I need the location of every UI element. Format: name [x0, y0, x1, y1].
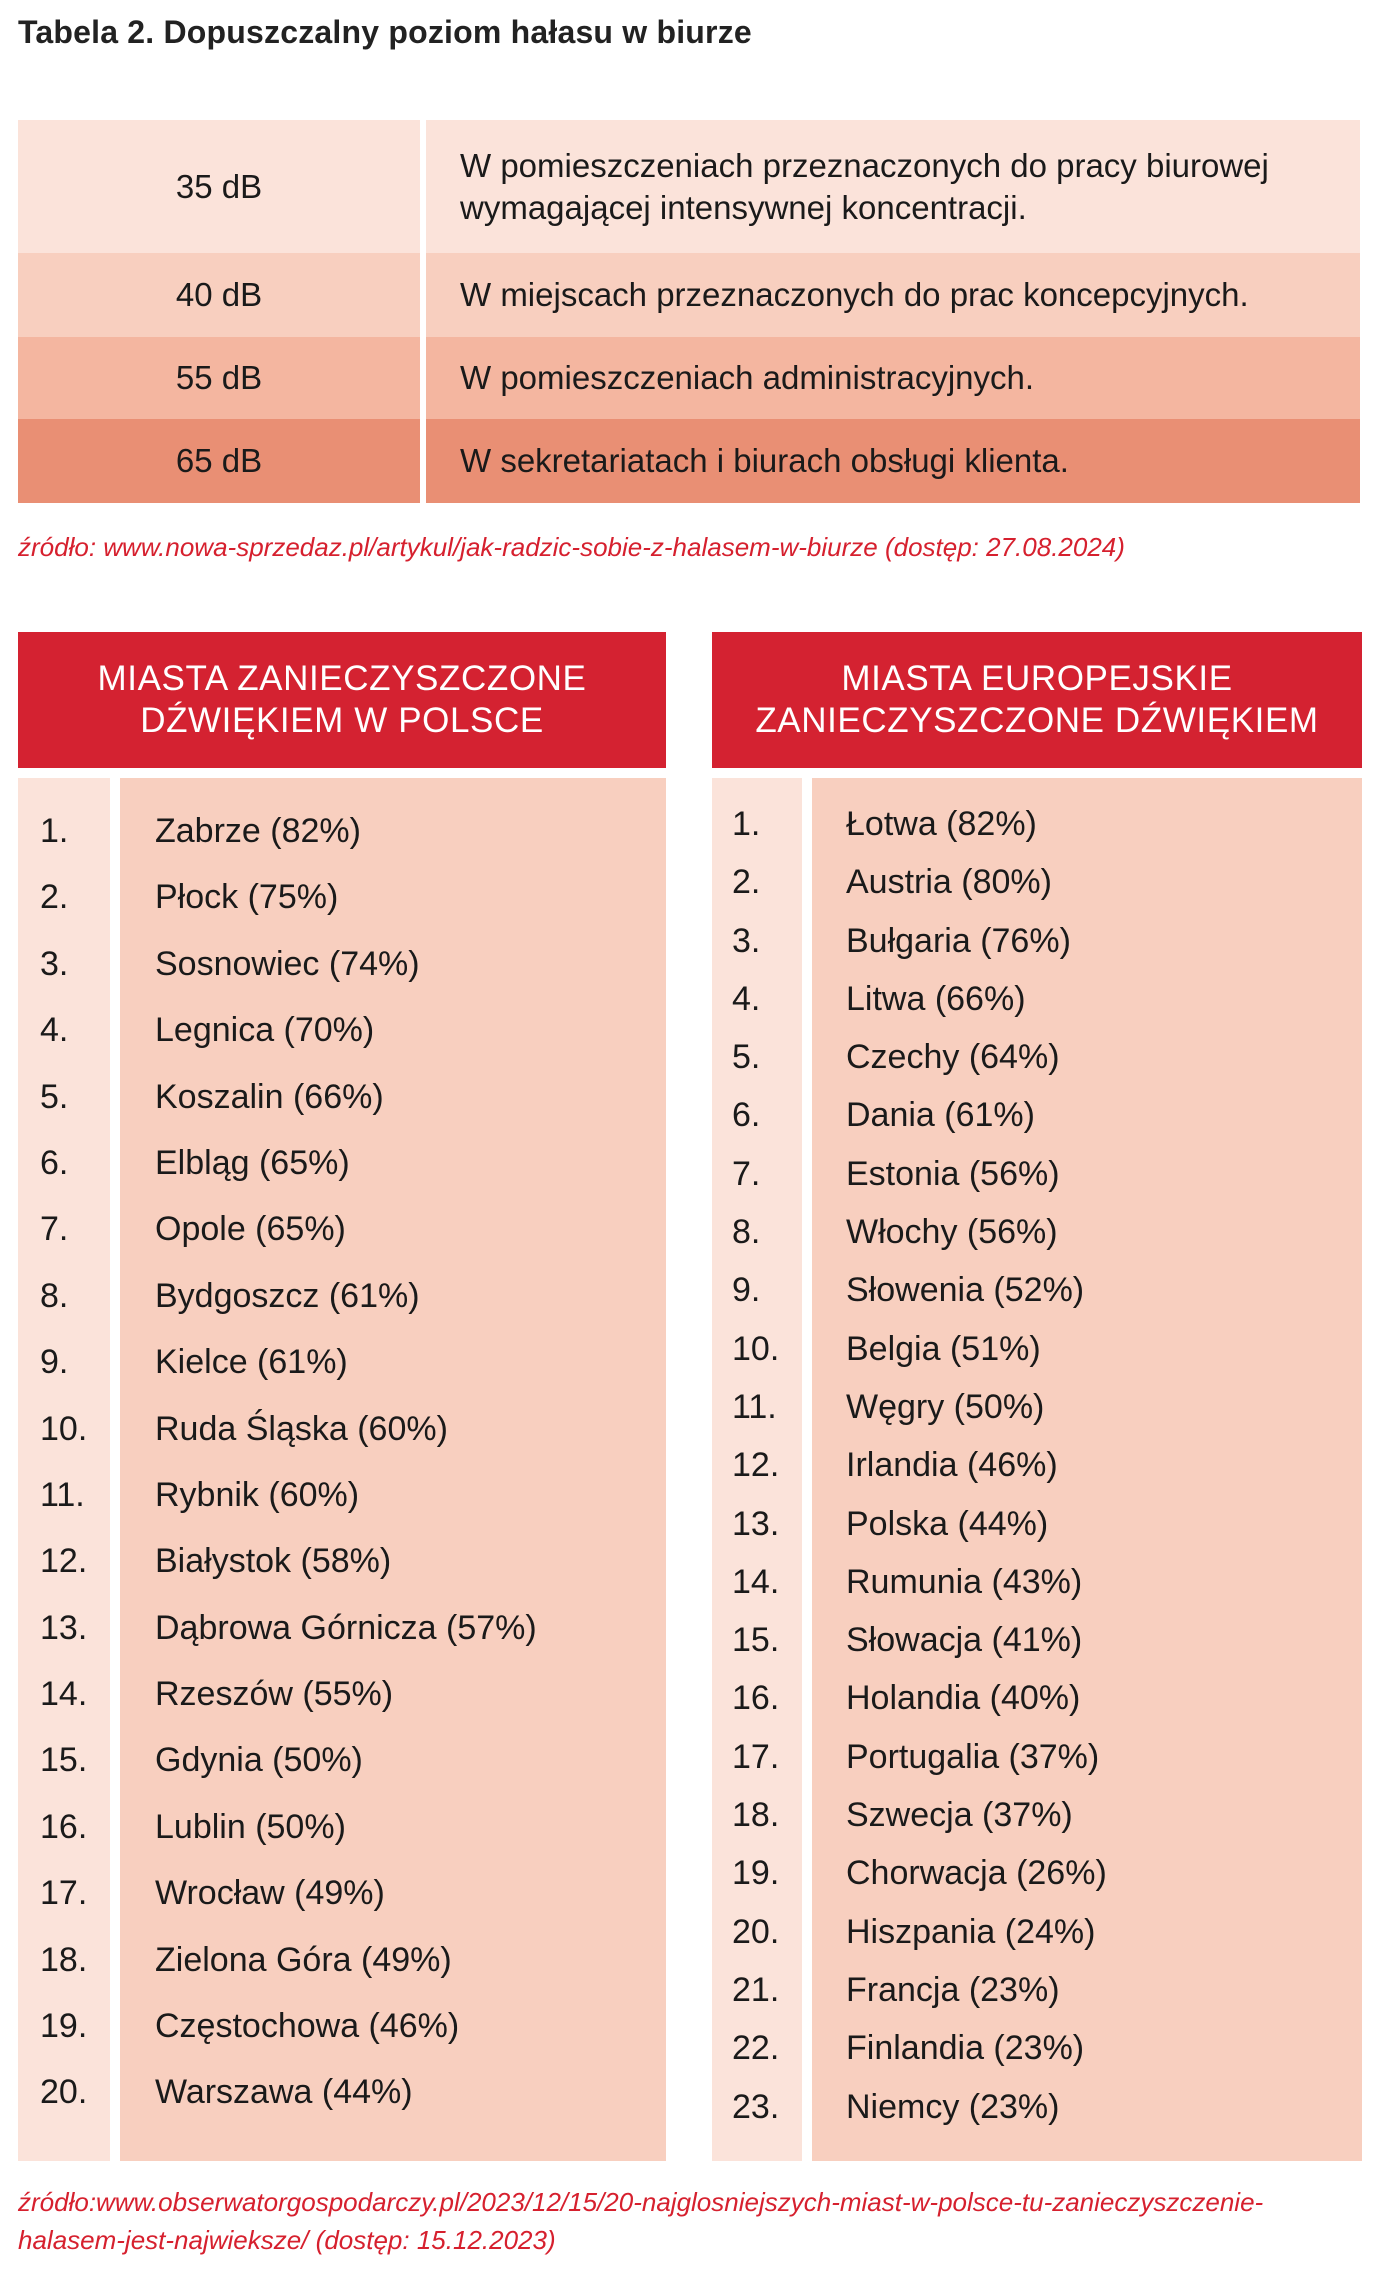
list-item: Bułgaria (76%)	[846, 921, 1071, 960]
list-item: Gdynia (50%)	[155, 1741, 363, 1780]
noise-description-line: wymagającej intensywnej koncentracji.	[460, 188, 1027, 226]
list-item: Rumunia (43%)	[846, 1562, 1083, 1601]
list-item: Częstochowa (46%)	[155, 2007, 460, 2046]
page-title: Tabela 2. Dopuszczalny poziom hałasu w biurze	[18, 14, 752, 50]
list-item: Opole (65%)	[155, 1210, 346, 1249]
rank-number: 8.	[40, 1276, 69, 1315]
rank-number: 5.	[40, 1077, 69, 1116]
rank-number: 7.	[732, 1154, 761, 1193]
list-item: Szwecja (37%)	[846, 1796, 1073, 1835]
rank-number: 2.	[732, 863, 761, 902]
list-item: Czechy (64%)	[846, 1038, 1060, 1077]
noise-level-cell: 35 dB	[18, 120, 420, 253]
list-item: Rybnik (60%)	[155, 1475, 360, 1514]
list-item: Węgry (50%)	[846, 1387, 1045, 1426]
rank-number: 19.	[40, 2007, 88, 2046]
rank-number: 20.	[40, 2073, 88, 2112]
table-row	[18, 120, 1360, 253]
panel-header-line: DŹWIĘKIEM W POLSCE	[140, 701, 544, 740]
rank-number: 11.	[40, 1475, 85, 1514]
list-item: Białystok (58%)	[155, 1542, 392, 1581]
noise-level-cell: 65 dB	[18, 419, 420, 503]
list-item: Dania (61%)	[846, 1096, 1035, 1135]
rank-number: 9.	[40, 1343, 69, 1382]
rank-number: 16.	[732, 1679, 780, 1718]
panel-header-line: MIASTA EUROPEJSKIE	[841, 659, 1233, 698]
list-item: Irlandia (46%)	[846, 1446, 1058, 1485]
rank-number: 17.	[40, 1874, 88, 1913]
list-item: Austria (80%)	[846, 863, 1052, 902]
rank-number: 3.	[732, 921, 761, 960]
rank-number: 1.	[732, 805, 761, 843]
rank-number: 6.	[40, 1143, 69, 1182]
list-item: Dąbrowa Górnicza (57%)	[155, 1608, 537, 1647]
noise-description-line: W pomieszczeniach przeznaczonych do pracy biurowej	[460, 146, 1269, 184]
list-item: Zielona Góra (49%)	[155, 1940, 452, 1979]
list-item: Hiszpania (24%)	[846, 1912, 1096, 1951]
noise-description-cell: W miejscach przeznaczonych do prac koncepcyjnych.	[426, 253, 1360, 337]
list-item: Wrocław (49%)	[155, 1874, 385, 1913]
rank-number: 1.	[40, 812, 69, 850]
rank-number: 16.	[40, 1807, 88, 1846]
list-item: Rzeszów (55%)	[155, 1675, 394, 1714]
noise-level-table	[18, 120, 1360, 503]
rank-number: 7.	[40, 1210, 69, 1249]
rank-number: 4.	[732, 979, 761, 1018]
rank-number: 22.	[732, 2029, 780, 2068]
list-item: Słowacja (41%)	[846, 1621, 1083, 1660]
noise-level-cell: 55 dB	[18, 337, 420, 419]
rank-number: 13.	[40, 1608, 88, 1647]
rank-number: 3.	[40, 944, 69, 983]
poland-ranking-panel	[18, 632, 666, 2161]
list-item: Polska (44%)	[846, 1504, 1049, 1543]
list-item: Elbląg (65%)	[155, 1143, 350, 1182]
list-item: Niemcy (23%)	[846, 2087, 1060, 2126]
panel-header-line: MIASTA ZANIECZYSZCZONE	[97, 659, 587, 698]
rank-number: 10.	[732, 1329, 780, 1368]
list-item: Ruda Śląska (60%)	[155, 1409, 448, 1448]
list-item: Zabrze (82%)	[155, 812, 361, 850]
rank-number: 20.	[732, 1912, 780, 1951]
list-item: Płock (75%)	[155, 878, 339, 917]
rank-number: 9.	[732, 1271, 761, 1310]
rank-number: 12.	[732, 1446, 780, 1485]
list-item: Portugalia (37%)	[846, 1737, 1100, 1776]
rank-number: 11.	[732, 1387, 777, 1426]
panel-header-line: ZANIECZYSZCZONE DŹWIĘKIEM	[755, 701, 1319, 740]
rank-number: 15.	[732, 1621, 780, 1660]
list-item: Legnica (70%)	[155, 1011, 375, 1050]
rank-number: 5.	[732, 1038, 761, 1077]
rank-number: 8.	[732, 1213, 761, 1252]
rank-number: 19.	[732, 1854, 780, 1893]
rank-number: 6.	[732, 1096, 761, 1135]
rank-number: 10.	[40, 1409, 88, 1448]
list-item: Łotwa (82%)	[846, 805, 1037, 843]
rank-column	[18, 778, 110, 2161]
rank-number: 15.	[40, 1741, 88, 1780]
source-note-line: halasem-jest-najwieksze/ (dostęp: 15.12.2023)	[18, 2225, 556, 2255]
rank-number: 14.	[40, 1675, 88, 1714]
name-column	[120, 778, 666, 2161]
list-item: Finlandia (23%)	[846, 2029, 1085, 2068]
list-item: Koszalin (66%)	[155, 1077, 384, 1116]
rank-number: 17.	[732, 1737, 780, 1776]
table-row	[18, 337, 1360, 419]
list-item: Estonia (56%)	[846, 1154, 1060, 1193]
rank-number: 14.	[732, 1562, 780, 1601]
rank-number: 12.	[40, 1542, 88, 1581]
list-item: Bydgoszcz (61%)	[155, 1276, 420, 1315]
list-item: Chorwacja (26%)	[846, 1854, 1107, 1893]
list-item: Lublin (50%)	[155, 1807, 346, 1846]
list-item: Włochy (56%)	[846, 1213, 1058, 1252]
noise-description-cell	[426, 120, 1360, 253]
rank-number: 2.	[40, 878, 69, 917]
rank-number: 13.	[732, 1504, 780, 1543]
list-item: Francja (23%)	[846, 1970, 1060, 2009]
europe-ranking-panel	[712, 632, 1362, 2161]
list-item: Belgia (51%)	[846, 1329, 1041, 1368]
source-note: źródło: www.nowa-sprzedaz.pl/artykul/jak-radzic-sobie-z-halasem-w-biurze (dostęp: 27.08.2024)	[18, 532, 1125, 562]
noise-description-cell: W sekretariatach i biurach obsługi klienta.	[426, 419, 1360, 503]
rank-number: 23.	[732, 2087, 780, 2126]
name-column	[812, 778, 1362, 2161]
table-row	[18, 419, 1360, 503]
panel-body	[712, 778, 1362, 2161]
list-item: Słowenia (52%)	[846, 1271, 1085, 1310]
table-row	[18, 253, 1360, 337]
panel-body	[18, 778, 666, 2161]
rank-number: 18.	[732, 1796, 780, 1835]
rank-column	[712, 778, 802, 2161]
panel-header	[712, 632, 1362, 768]
rank-number: 21.	[732, 1970, 780, 2009]
list-item: Warszawa (44%)	[155, 2073, 413, 2112]
list-item: Litwa (66%)	[846, 979, 1026, 1018]
noise-description-cell: W pomieszczeniach administracyjnych.	[426, 337, 1360, 419]
list-item: Kielce (61%)	[155, 1343, 348, 1382]
rank-number: 4.	[40, 1011, 69, 1050]
source-note-line: źródło:www.obserwatorgospodarczy.pl/2023/12/15/20-najglosniejszych-miast-w-polsce-tu-zanieczyszczenie-	[18, 2187, 1264, 2217]
panel-header	[18, 632, 666, 768]
list-item: Holandia (40%)	[846, 1679, 1081, 1718]
source-note	[18, 2183, 1348, 2259]
noise-level-cell: 40 dB	[18, 253, 420, 337]
rank-number: 18.	[40, 1940, 88, 1979]
list-item: Sosnowiec (74%)	[155, 944, 420, 983]
